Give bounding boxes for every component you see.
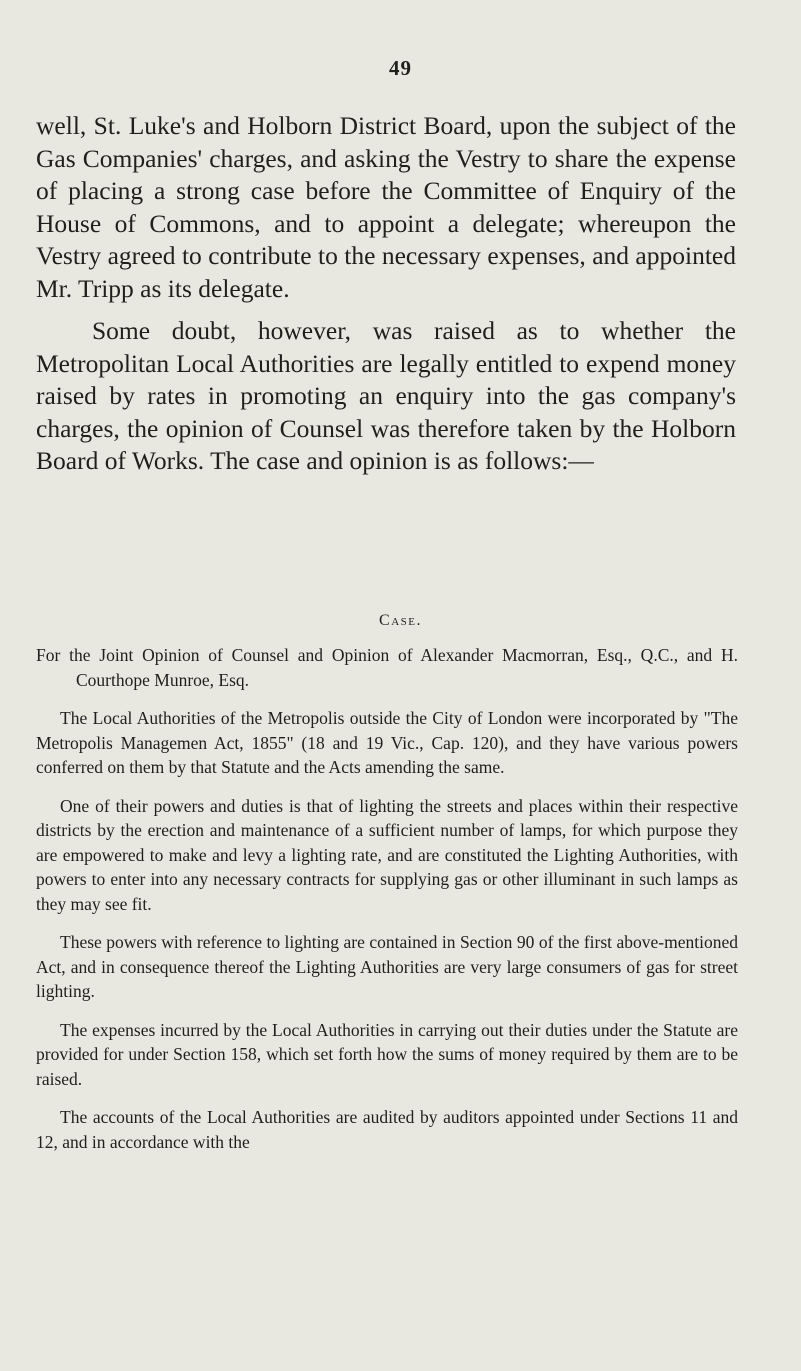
main-text (36, 110, 736, 478)
case-intro: For the Joint Opinion of Counsel and Opinion of Alexander Macmorran, Esq., Q.C., and H. Courthope Munroe, Esq. (36, 645, 738, 690)
case-paragraph: The expenses incurred by the Local Authorities in carrying out their duties under the Statute are provided for under Section 158, which set forth how the sums of money required by them are to be raised. (36, 1019, 738, 1089)
paragraph-continuation: well, St. Luke's and Holborn District Board, upon the subject of the Gas Companies' charges, and asking the Vestry to share the expense of placing a strong case before the Committee of Enquiry of the House of Commons, and to appoint a delegate; whereupon the Vestry agreed to contribute to the necessary expenses, and appointed Mr. Tripp as its delegate. (36, 111, 736, 303)
case-paragraph: The Local Authorities of the Metropolis outside the City of London were incorporated by "The Metropolis Managemen Act, 1855" (18 and 19 Vic., Cap. 120), and they have various powers conferred on them by that Statute and the Acts amending the same. (36, 708, 738, 777)
case-paragraph: One of their powers and duties is that of lighting the streets and places within their respective districts by the erection and maintenance of a sufficient number of lamps, for which purpose they are empowered to make and levy a lighting rate, and are constituted the Lighting Authorities, with powers to enter into any necessary contracts for supplying gas or other illuminant in such lamps as they may see fit. (36, 795, 738, 914)
case-paragraph: The accounts of the Local Authorities are audited by auditors appointed under Sections 11 and 12, and in accordance with the (36, 1107, 738, 1152)
case-heading: Case. (379, 612, 422, 629)
case-paragraph: These powers with reference to lighting are contained in Section 90 of the first above-mentioned Act, and in consequence thereof the Lighting Authorities are very large consumers of gas for street lighting. (36, 932, 738, 1001)
paragraph-counsel-opinion: Some doubt, however, was raised as to whether the Metropolitan Local Authorities are legally entitled to expend money raised by rates in promoting an enquiry into the gas company's charges, the opinion of Counsel was therefore taken by the Holborn Board of Works. The case and opinion is as follows:— (36, 316, 736, 475)
page-number: 49 (389, 56, 412, 80)
case-text (36, 643, 738, 1154)
